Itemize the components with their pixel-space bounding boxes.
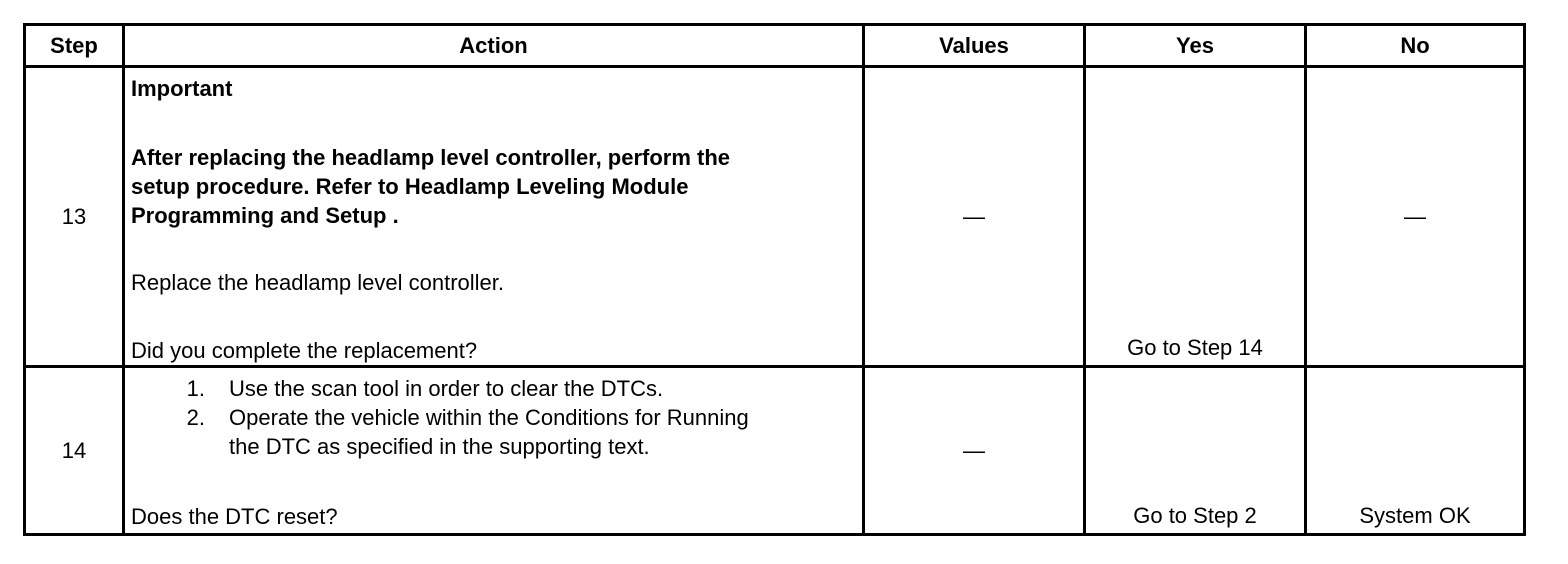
- diagnostic-table: [23, 23, 1526, 536]
- header-values: Values: [939, 32, 1009, 58]
- list-text: Operate the vehicle within the Conditions for Running: [229, 405, 749, 430]
- no-cell: —: [1404, 203, 1426, 229]
- important-text-line: setup procedure. Refer to Headlamp Leveling Module: [131, 174, 689, 199]
- header-step: Step: [50, 32, 98, 58]
- step-number: 13: [61, 203, 87, 229]
- list-number: 1.: [186, 376, 205, 401]
- list-number: 2.: [186, 405, 205, 430]
- important-label: Important: [131, 76, 233, 101]
- important-text-line: Programming and Setup .: [131, 203, 399, 228]
- question-text: Does the DTC reset?: [131, 504, 338, 529]
- list-text: Use the scan tool in order to clear the DTCs.: [229, 376, 664, 401]
- important-text-line: After replacing the headlamp level controller, perform the: [131, 145, 731, 170]
- yes-cell: Go to Step 14: [1127, 335, 1263, 360]
- no-cell: System OK: [1359, 503, 1471, 528]
- step-number: 14: [61, 437, 87, 463]
- yes-cell: Go to Step 2: [1133, 503, 1257, 528]
- question-text: Did you complete the replacement?: [131, 338, 478, 363]
- instruction-text: Replace the headlamp level controller.: [131, 270, 505, 295]
- list-text: the DTC as specified in the supporting text.: [229, 434, 650, 459]
- list-item: [125, 374, 862, 403]
- header-yes: Yes: [1176, 32, 1214, 58]
- action-cell-14: [125, 368, 862, 533]
- action-cell-13: [125, 68, 862, 365]
- values-cell: —: [963, 203, 985, 229]
- header-no: No: [1400, 32, 1430, 58]
- list-item: [125, 403, 862, 461]
- header-action: Action: [459, 32, 528, 58]
- values-cell: —: [963, 437, 985, 463]
